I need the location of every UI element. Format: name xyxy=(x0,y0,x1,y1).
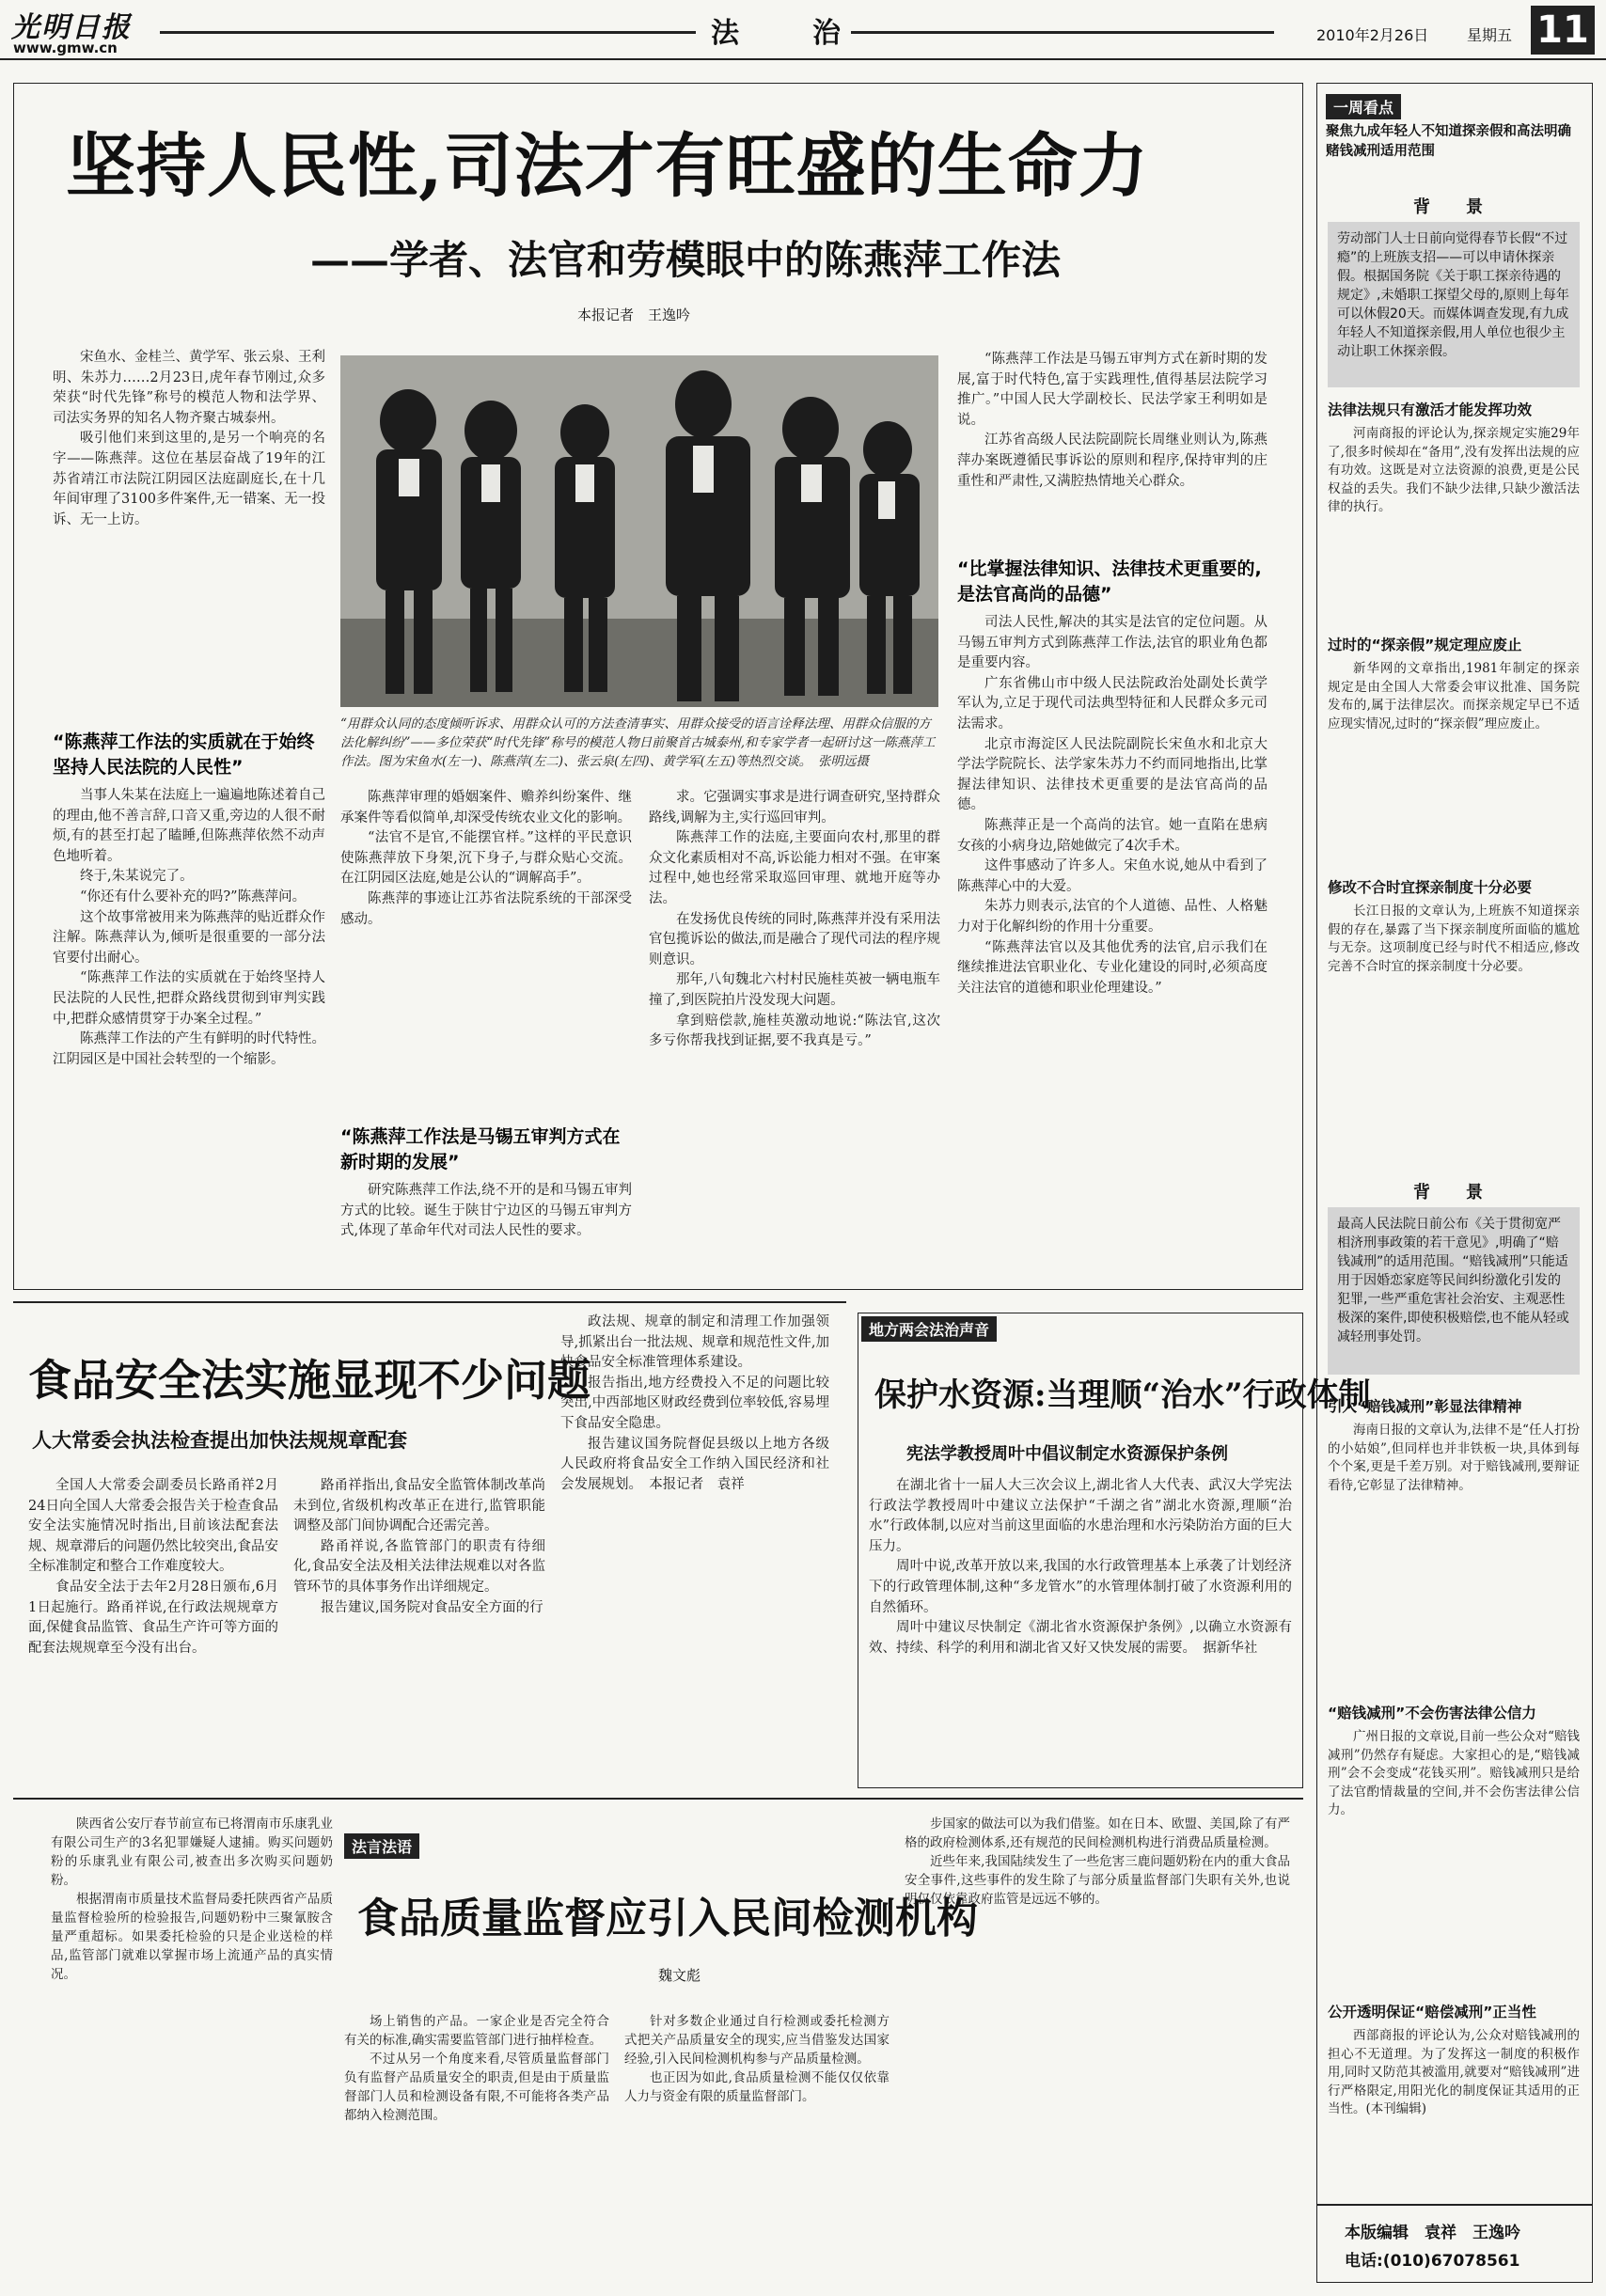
paragraph: 陈燕萍审理的婚姻案件、赡养纠纷案件、继承案件等看似简单,却深受传统农业文化的影响。 xyxy=(340,790,632,826)
sidebar-item-text: 河南商报的评论认为,探亲规定实施29年了,很多时候却在“备用”,没有发挥出法规的应有功效。这既是对立法资源的浪费,更是公民权益的丢失。我们不缺少法律,只缺少激活法律的执行。 xyxy=(1328,426,1580,514)
sidebar-item-text: 新华网的文章指出,1981年制定的探亲规定是由全国人大常委会审议批准、国务院发布的,属于法律层次。而探亲规定早已不适应现实情况,过时的“探亲假”理应废止。 xyxy=(1328,661,1580,731)
paragraph: 政法规、规章的制定和清理工作加强领导,抓紧出台一批法规、规章和规范性文件,加快食品安全标准管理体系建设。 xyxy=(560,1314,829,1371)
lead-column-2b xyxy=(340,1181,632,1271)
paragraph: 司法人民性,解决的其实是法官的定位问题。从马锡五审判方式到陈燕萍工作法,法官的职业角色都是重要内容。 xyxy=(957,615,1267,671)
paragraph: 不过从另一个角度来看,尽管质量监督部门负有监督产品质量安全的职责,但是由于质量监督部门人员和检测设备有限,不可能将各类产品都纳入检测范围。 xyxy=(344,2052,609,2123)
sidebar-item-text: 广州日报的文章说,目前一些公众对“赔钱减刑”仍然存有疑虑。大家担心的是,“赔钱减刑”会不会变成“花钱买刑”。赔钱减刑只是给了法官酌情裁量的空间,并不会伤害法律公信力。 xyxy=(1328,1729,1580,1817)
paragraph: 江苏省高级人民法院副院长周继业则认为,陈燕萍办案既遵循民事诉讼的原则和程序,保持审判的庄重性和严肃性,又满腔热情地关心群众。 xyxy=(957,432,1267,489)
lead-column-1 xyxy=(53,348,325,724)
sidebar-item-head: 修改不合时宜探亲制度十分必要 xyxy=(1328,879,1533,896)
sidebar-item-head: 法律法规只有激活才能发挥功效 xyxy=(1328,401,1533,418)
paragraph: 路甬祥指出,食品安全监管体制改革尚未到位,省级机构改革正在进行,监管职能调整及部门间协调配合还需完善。 xyxy=(293,1478,545,1534)
lead-column-4b xyxy=(957,613,1267,1269)
background-heading-1: 背 景 xyxy=(1413,197,1492,217)
paragraph: 终于,朱某说完了。 xyxy=(80,869,194,885)
sidebar-item-head: “赔钱减刑”不会伤害法律公信力 xyxy=(1328,1705,1536,1722)
paragraph: “陈燕萍工作法是马锡五审判方式在新时期的发展,富于时代特色,富于实践理性,值得基层法院学习推广。”中国人民大学副校长、民法学家王利明如是说。 xyxy=(957,352,1267,428)
paragraph: 北京市海淀区人民法院副院长宋鱼水和北京大学法学院院长、法学家朱苏力不约而同地指出,比掌握法律知识、法律技术更重要的是法官高尚的品德。 xyxy=(957,736,1267,813)
paragraph: 陕西省公安厅春节前宣布已将渭南市乐康乳业有限公司生产的3名犯罪嫌疑人逮捕。购买问题奶粉的乐康乳业有限公司,被查出多次购买问题奶粉。 xyxy=(51,1816,333,1888)
bottom-title: 食品质量监督应引入民间检测机构 xyxy=(357,1895,978,1942)
bottom-column-3 xyxy=(624,2012,890,2272)
page-number: 11 xyxy=(1531,6,1595,55)
paragraph: “陈燕萍工作法的实质就在于始终坚持人民法院的人民性,把群众路线贯彻到审判实践中,把群众感情贯穿于办案全过程。” xyxy=(53,970,325,1027)
lead-photo xyxy=(340,355,938,707)
paragraph: 也正因为如此,食品质量检测不能仅仅依靠人力与资金有限的质量监督部门。 xyxy=(624,2070,890,2104)
paragraph: 陈燕萍工作的法庭,主要面向农村,那里的群众文化素质相对不高,诉讼能力相对不强。在审案过程中,她也经常采取巡回审理、就地开庭等办法。 xyxy=(649,830,940,906)
paragraph: 场上销售的产品。一家企业是否完全符合有关的标准,确实需要监管部门进行抽样检查。 xyxy=(344,2014,609,2048)
paragraph: 陈燕萍工作法的产生有鲜明的时代特性。江阴园区是中国社会转型的一个缩影。 xyxy=(53,1031,325,1067)
editor-credit: 本版编辑 袁祥 王逸吟 xyxy=(1345,2224,1520,2242)
paragraph: “陈燕萍法官以及其他优秀的法官,启示我们在继续推进法官职业化、专业化建设的同时,必须高度关注法官的道德和职业伦理建设。” xyxy=(957,939,1267,996)
paragraph: 吸引他们来到这里的,是另一个响亮的名字——陈燕萍。这位在基层奋战了19年的江苏省靖江市法院江阴园区法庭副庭长,在十几年间审理了3100多件案件,无一错案、无一投诉、无一上访。 xyxy=(53,431,325,527)
lead-subtitle: ——学者、法官和劳模眼中的陈燕萍工作法 xyxy=(310,237,1062,283)
bottom-column-4 xyxy=(905,1815,1290,2272)
people-group-illustration xyxy=(340,355,938,707)
food-column-2 xyxy=(293,1476,545,1786)
bottom-byline: 魏文彪 xyxy=(658,1967,701,1984)
paragraph: 陈燕萍正是一个高尚的法官。她一直陷在患病女孩的小病身边,陪她做完了4次手术。 xyxy=(957,817,1267,854)
paragraph: 周叶中说,改革开放以来,我国的水行政管理基本上承袭了计划经济下的行政管理体制,这种“多龙管水”的水管理体制打破了水资源利用的自然循环。 xyxy=(869,1559,1292,1615)
paragraph: 针对多数企业通过自行检测或委托检测方式把关产品质量安全的现实,应当借鉴发达国家经验,引入民间检测机构参与产品质量检测。 xyxy=(624,2014,890,2067)
food-subtitle: 人大常委会执法检查提出加快法规规章配套 xyxy=(32,1429,407,1452)
water-title: 保护水资源:当理顺“治水”行政体制 xyxy=(874,1376,1371,1414)
paragraph: 陈燕萍的事迹让江苏省法院系统的干部深受感动。 xyxy=(340,890,632,927)
paragraph: 报告建议,国务院对食品安全方面的行 xyxy=(321,1599,543,1615)
paragraph: 拿到赔偿款,施桂英激动地说:“陈法官,这次多亏你帮我找到证据,要不我真是亏。” xyxy=(649,1013,940,1049)
paragraph: 宋鱼水、金桂兰、黄学军、张云泉、王利明、朱苏力……2月23日,虎年春节刚过,众多荣获“时代先锋”称号的模范人物和法学界、司法实务界的知名人物齐聚古城泰州。 xyxy=(53,350,325,426)
background-heading-2: 背 景 xyxy=(1413,1183,1492,1203)
section-title: 法 治 xyxy=(711,17,846,50)
paragraph: 路甬祥说,各监管部门的职责有待细化,食品安全法及相关法律法规难以对各监管环节的具体事务作出详细规定。 xyxy=(293,1538,545,1595)
sidebar-item-text: 海南日报的文章认为,法律不是“任人打扮的小姑娘”,但同样也并非铁板一块,具体到每个个案,更是千差万别。对于赔钱减刑,要辩证看待,它彰显了法律精神。 xyxy=(1328,1423,1580,1493)
water-tag-wrap xyxy=(861,1316,997,1342)
editor-phone: 电话:(010)67078561 xyxy=(1345,2252,1520,2271)
paragraph: 报告指出,地方经费投入不足的问题比较突出,中西部地区财政经费到位率较低,容易埋下食品安全隐患。 xyxy=(560,1375,829,1431)
bottom-column-left xyxy=(51,1815,333,2272)
issue-date: 2010年2月26日 xyxy=(1316,26,1429,44)
sidebar-item-head: 公开透明保证“赔偿减刑”正当性 xyxy=(1328,2004,1536,2021)
food-title: 食品安全法实施显现不少问题 xyxy=(28,1355,590,1406)
site-url: www.gmw.cn xyxy=(13,39,118,56)
food-column-1 xyxy=(28,1476,278,1786)
paragraph: 求。它强调实事求是进行调查研究,坚持群众路线,调解为主,实行巡回审判。 xyxy=(649,790,940,826)
paragraph: 广东省佛山市中级人民法院政治处副处长黄学军认为,立足于现代司法典型特征和人民群众多元司法需求。 xyxy=(957,675,1267,731)
paragraph: 在发扬优良传统的同时,陈燕萍并没有采用法官包揽诉讼的做法,而是融合了现代司法的程序规则意识。 xyxy=(649,911,940,967)
paragraph: “法官不是官,不能摆官样。”这样的平民意识使陈燕萍放下身架,沉下身子,与群众贴心交流。在江阴园区法庭,她是公认的“调解高手”。 xyxy=(340,830,632,887)
photo-caption: “用群众认同的态度倾听诉求、用群众认可的方法查清事实、用群众接受的语言诠释法理、用群众信服的方法化解纠纷”——多位荣获“时代先锋”称号的模范人物日前聚首古城泰州,和专家学者一起研讨这一陈燕萍工作法。图为宋鱼水(左一)、陈燕萍(左二)、张云泉(左四)、黄学军(左五)等热烈交谈。 张明远摄 xyxy=(340,716,936,769)
background-box-2: 最高人民法院日前公布《关于贯彻宽严相济刑事政策的若干意见》,明确了“赔钱减刑”的适用范围。“赔钱减刑”只能适用于因婚恋家庭等民间纠纷激化引发的犯罪,一些严重危害社会治安、主观恶性极深的案件,即使积极赔偿,也不能从轻或减轻刑事处罚。 xyxy=(1328,1207,1580,1375)
paragraph: 周叶中建议尽快制定《湖北省水资源保护条例》,以确立水资源有效、持续、科学的利用和湖北省又好又快发展的需要。 据新华社 xyxy=(869,1620,1292,1656)
paragraph: 朱苏力则表示,法官的个人道德、品性、人格魅力对于化解纠纷的作用十分重要。 xyxy=(957,899,1267,935)
paragraph: 研究陈燕萍工作法,绕不开的是和马锡五审判方式的比较。诞生于陕甘宁边区的马锡五审判方式,体现了革命年代对司法人民性的要求。 xyxy=(340,1183,632,1239)
paragraph: 食品安全法于去年2月28日颁布,6月1日起施行。路甬祥说,在行政法规规章方面,保健食品监管、食品生产许可等方面的配套法规规章至今没有出台。 xyxy=(28,1579,278,1656)
sidebar-headline: 聚焦九成年轻人不知道探亲假和高法明确赌钱减刑适用范围 xyxy=(1326,124,1571,159)
masthead xyxy=(0,0,1606,62)
lead-column-4 xyxy=(957,350,1267,547)
lead-column-1b xyxy=(53,786,325,1267)
bottom-column-2 xyxy=(344,2012,609,2272)
water-tag: 地方两会法治声音 xyxy=(861,1316,997,1342)
paragraph: 步国家的做法可以为我们借鉴。如在日本、欧盟、美国,除了有严格的政府检测体系,还有规范的民间检测机构进行消费品质量检测。 xyxy=(905,1816,1290,1850)
lead-subhead-1: “陈燕萍工作法的实质就在于始终坚持人民法院的人民性” xyxy=(53,731,315,778)
sidebar-item-head: 引入“赔钱减刑”彰显法律精神 xyxy=(1328,1398,1522,1415)
sidebar-items-2 xyxy=(1328,1392,1580,2253)
sidebar-tag: 一周看点 xyxy=(1326,94,1401,119)
sidebar-item-head: 过时的“探亲假”规定理应废止 xyxy=(1328,637,1522,653)
lead-column-2 xyxy=(340,788,632,1106)
paragraph: 这件事感动了许多人。宋鱼水说,她从中看到了陈燕萍心中的大爱。 xyxy=(957,858,1267,894)
bottom-tag: 法言法语 xyxy=(344,1833,419,1859)
paragraph: 近些年来,我国陆续发生了一些危害三鹿问题奶粉在内的重大食品安全事件,这些事件的发生除了与部分质量监督部门失职有关外,也说明仅仅依靠政府监管是远远不够的。 xyxy=(905,1854,1290,1907)
food-column-3 xyxy=(560,1313,829,1786)
paragraph: 当事人朱某在法庭上一遍遍地陈述着自己的理由,他不善言辞,口音又重,旁边的人很不耐烦,有的甚至打起了瞌睡,但陈燕萍依然不动声色地听着。 xyxy=(53,788,325,864)
paragraph: 那年,八旬魏北六村村民施桂英被一辆电瓶车撞了,到医院拍片没发现大问题。 xyxy=(649,972,940,1008)
paragraph: 根据渭南市质量技术监督局委托陕西省产品质量监督检验所的检验报告,问题奶粉中三聚氰胺含量严重超标。如果委托检验的只是企业送检的样品,监管部门就难以掌握市场上流通产品的真实情况。 xyxy=(51,1892,333,1982)
paragraph: 这个故事常被用来为陈燕萍的贴近群众作注解。陈燕萍认为,倾听是很重要的一部分法官要付出耐心。 xyxy=(53,909,325,966)
sidebar-items xyxy=(1328,395,1580,1123)
water-subtitle: 宪法学教授周叶中倡议制定水资源保护条例 xyxy=(906,1444,1228,1464)
paragraph: “你还有什么要补充的吗?”陈燕萍问。 xyxy=(80,889,307,904)
paragraph: 全国人大常委会副委员长路甬祥2月24日向全国人大常委会报告关于检查食品安全法实施情况时指出,目前该法配套法规、规章滞后的问题仍然比较突出,食品安全标准制定和整合工作难度较大。 xyxy=(28,1478,278,1575)
lead-subhead-2: “陈燕萍工作法是马锡五审判方式在新时期的发展” xyxy=(340,1126,621,1172)
paragraph: 在湖北省十一届人大三次会议上,湖北省人大代表、武汉大学宪法行政法学教授周叶中建议立法保护“千湖之省”湖北水资源,理顺“治水”行政体制,以应对当前这里面临的水患治理和水污染防治方面的巨大压力。 xyxy=(869,1478,1292,1554)
background-box-1: 劳动部门人士日前向觉得春节长假“不过瘾”的上班族支招——可以申请休探亲假。根据国务院《关于职工探亲待遇的规定》,未婚职工探望父母的,原则上每年可以休假20天。而媒体调查发现,有九成年轻人不知道探亲假,用人单位也很少主动让职工休探亲假。 xyxy=(1328,222,1580,387)
lead-subhead-4: “比掌握法律知识、法律技术更重要的,是法官高尚的品德” xyxy=(957,558,1262,605)
water-text xyxy=(869,1476,1292,1777)
newspaper-logo: 光明日报 xyxy=(11,11,132,44)
lead-column-3 xyxy=(649,788,940,1269)
sidebar-item-text: 西部商报的评论认为,公众对赔钱减刑的担心不无道理。为了发挥这一制度的积极作用,同时又防范其被滥用,就要对“赔钱减刑”进行严格限定,用阳光化的制度保证其适用的正当性。(本刊编辑) xyxy=(1328,2028,1580,2116)
sidebar-item-text: 长江日报的文章认为,上班族不知道探亲假的存在,暴露了当下探亲制度所面临的尴尬与无奈。这项制度已经与时代不相适应,修改完善不合时宜的探亲制度十分必要。 xyxy=(1328,904,1580,974)
lead-byline: 本报记者 王逸吟 xyxy=(577,307,691,323)
paragraph: 报告建议国务院督促县级以上地方各级人民政府将食品安全工作纳入国民经济和社会发展规划。 本报记者 袁祥 xyxy=(560,1436,829,1492)
lead-title: 坚持人民性,司法才有旺盛的生命力 xyxy=(66,126,1149,207)
issue-weekday: 星期五 xyxy=(1467,26,1513,44)
bottom-tag-wrap xyxy=(344,1833,419,1859)
sidebar-tag-wrap xyxy=(1326,94,1401,119)
